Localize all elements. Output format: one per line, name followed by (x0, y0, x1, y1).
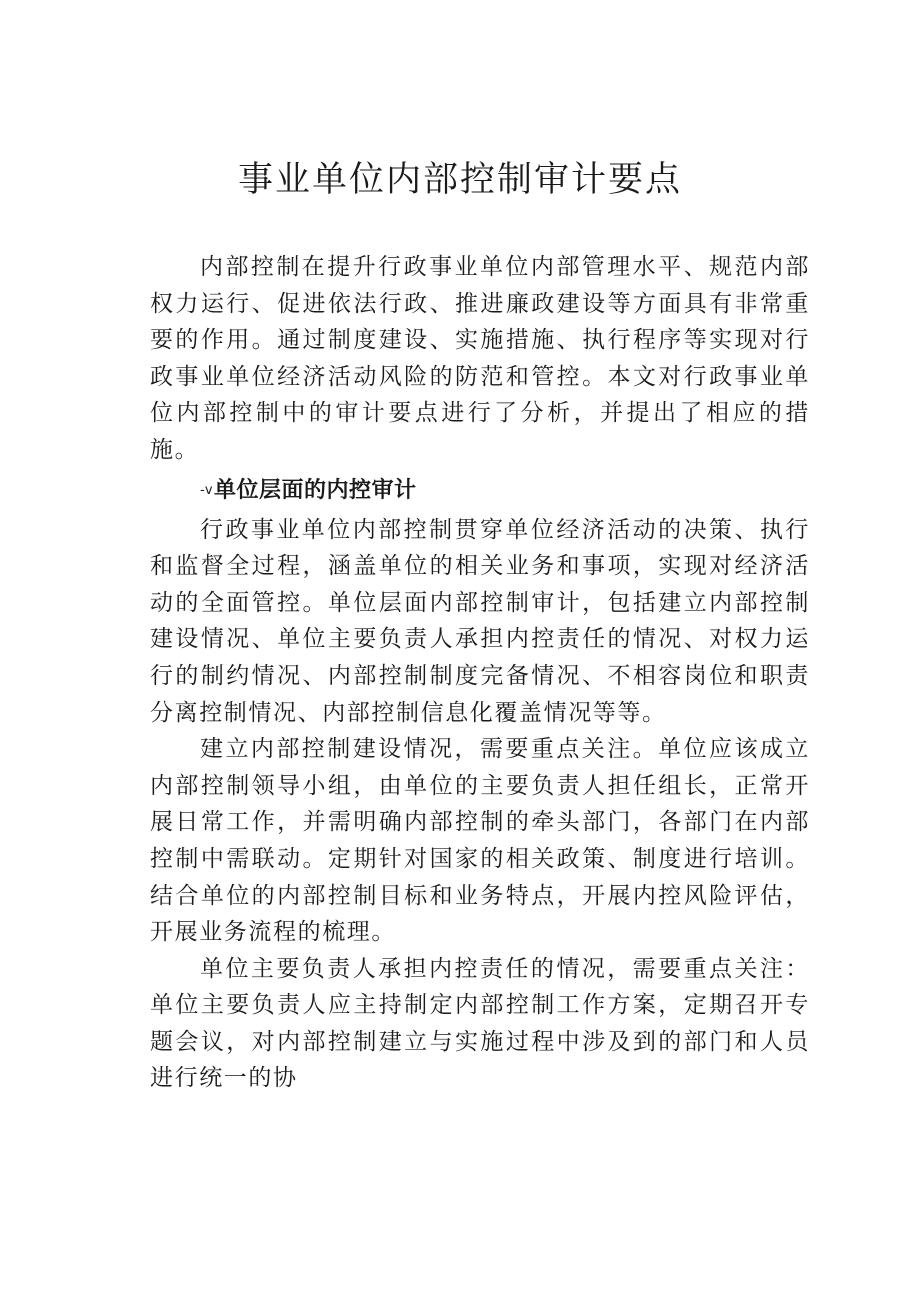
intro-paragraph: 内部控制在提升行政事业单位内部管理水平、规范内部权力运行、促进依法行政、推进廉政建设等方面具有非常重要的作用。通过制度建设、实施措施、执行程序等实现对行政事业单位经济活动风险的防范和管控。本文对行政事业单位内部控制中的审计要点进行了分析，并提出了相应的措施。 (150, 254, 810, 463)
document-title: 事业单位内部控制审计要点 (237, 160, 682, 200)
section-heading (150, 469, 810, 512)
document-body (150, 249, 810, 1097)
body-paragraph-2: 建立内部控制建设情况，需要重点关注。单位应该成立内部控制领导小组，由单位的主要负责人担任组长，正常开展日常工作，并需明确内部控制的牵头部门，各部门在内部控制中需联动。定期针对国家的相关政策、制度进行培训。结合单位的内部控制目标和业务特点，开展内控风险评估，开展业务流程的梳理。 (150, 736, 810, 946)
section-heading-text: 单位层面的内控审计 (214, 477, 417, 503)
section-heading-marker: -v (200, 483, 214, 499)
body-paragraph-1: 行政事业单位内部控制贯穿单位经济活动的决策、执行和监督全过程，涵盖单位的相关业务和事项，实现对经济活动的全面管控。单位层面内部控制审计，包括建立内部控制建设情况、单位主要负责人承担内控责任的情况、对权力运行的制约情况、内部控制制度完备情况、不相容岗位和职责分离控制情况、内部控制信息化覆盖情况等等。 (150, 516, 810, 726)
body-paragraph-3: 单位主要负责人承担内控责任的情况，需要重点关注：单位主要负责人应主持制定内部控制工作方案，定期召开专题会议，对内部控制建立与实施过程中涉及到的部门和人员进行统一的协 (150, 955, 810, 1092)
